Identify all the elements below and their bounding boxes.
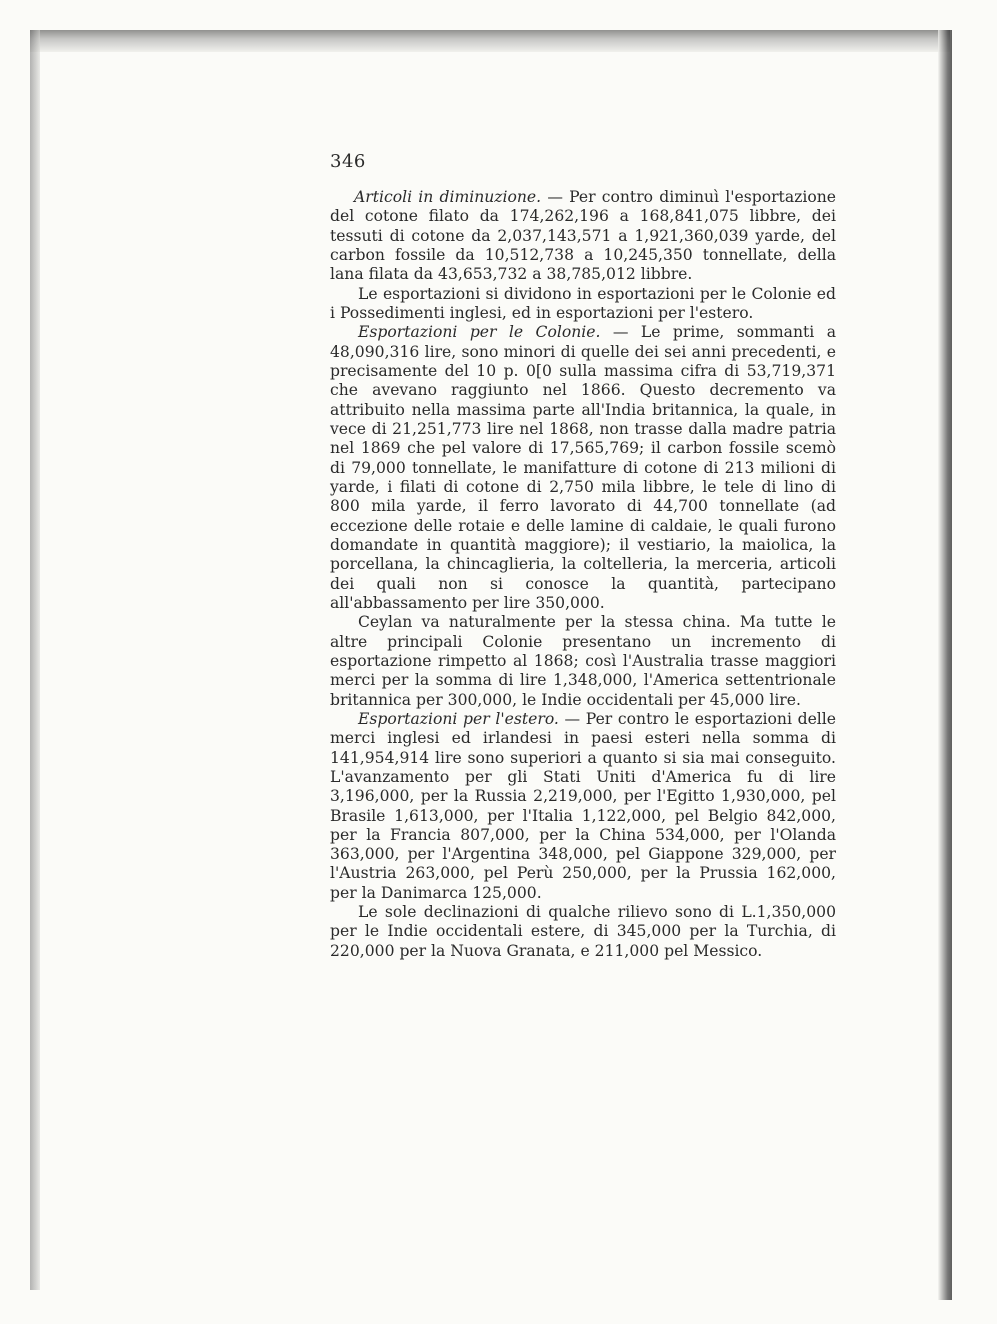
paragraph-text: — Le prime, sommanti a 48,090,316 lire, sono minori di quelle dei sei anni precedenti, e precisamente del 10 p. 0[0 sulla massima cifra di 53,719,371 che avevano raggiunto nel 1866. Questo decremento va attribuito nella massima parte all'India britannica, la quale, in vece di 21,251,773 lire nel 1868, non trasse dalla madre patria nel 1869 che pel valore di 17,565,769; il carbon fossile scemò di 79,000 tonnellate, le manifatture di cotone di 213 milioni di yarde, i filati di cotone di 2,750 mila libbre, le tele di lino di 800 mila yarde, il ferro lavorato di 44,700 tonnellate (ad eccezione delle rotaie e delle lamine di caldaie, le quali furono domandate in quantità maggiore); il vestiario, la maiolica, la porcellana, la chincaglieria, la coltelleria, la merceria, articoli dei quali non si conosce la quantità, partecipano all'abbassamento per lire 350,000. <box>330 323 836 612</box>
body-text <box>330 188 836 961</box>
page-edge-shadow-top <box>30 30 950 52</box>
paragraph-lead: Esportazioni per le Colonie. <box>358 323 601 342</box>
paragraph-ceylan <box>330 613 836 710</box>
paragraph-esportazioni-per-l-estero <box>330 710 836 903</box>
paragraph-esportazioni-per-le-colonie <box>330 323 836 613</box>
paragraph-text: Ceylan va naturalmente per la stessa china. Ma tutte le altre principali Colonie presentano un incremento di esportazione rimpetto al 1868; così l'Australia trasse maggiori merci per la somma di lire 1,348,000, l'America settentrionale britannica per 300,000, le Indie occidentali per 45,000 lire. <box>330 613 836 709</box>
paragraph-lead: Esportazioni per l'estero. <box>358 709 559 728</box>
paragraph-articoli-in-diminuzione <box>330 188 836 285</box>
paragraph-text: Le sole declinazioni di qualche rilievo sono di L.1,350,000 per le Indie occidentali estere, di 345,000 per la Turchia, di 220,000 per la Nuova Granata, e 211,000 pel Messico. <box>330 903 836 960</box>
paragraph-text: Le esportazioni si dividono in esportazioni per le Colonie ed i Possedimenti inglesi, ed in esportazioni per l'estero. <box>330 284 836 322</box>
paragraph-text: — Per contro le esportazioni delle merci inglesi ed irlandesi in paesi esteri nella somma di 141,954,914 lire sono superiori a quanto si sia mai conseguito. L'avanzamento per gli Stati Uniti d'America fu di lire 3,196,000, per la Russia 2,219,000, per l'Egitto 1,930,000, pel Brasile 1,613,000, per l'Italia 1,122,000, pel Belgio 842,000, per la Francia 807,000, per la China 534,000, per l'Olanda 363,000, per l'Argentina 348,000, pel Giappone 329,000, per l'Austria 263,000, pel Perù 250,000, per la Prussia 162,000, per la Danimarca 125,000. <box>330 709 837 902</box>
page-edge-shadow-right <box>938 30 952 1300</box>
paragraph-lead: Articoli in diminuzione. <box>354 188 542 206</box>
paragraph-text: — Per contro diminuì l'esportazione del cotone filato da 174,262,196 a 168,841,075 libbre, dei tessuti di cotone da 2,037,143,571 a 1,921,360,039 yarde, del carbon fossile da 10,512,738 a 10,245,350 tonnellate, della lana filata da 43,653,732 a 38,785,012 libbre. <box>330 188 836 284</box>
paragraph-esportazioni-divisione <box>330 285 836 324</box>
page-edge-shadow-left <box>30 30 40 1290</box>
page-number: 346 <box>330 151 366 172</box>
paragraph-declinazioni <box>330 903 836 961</box>
